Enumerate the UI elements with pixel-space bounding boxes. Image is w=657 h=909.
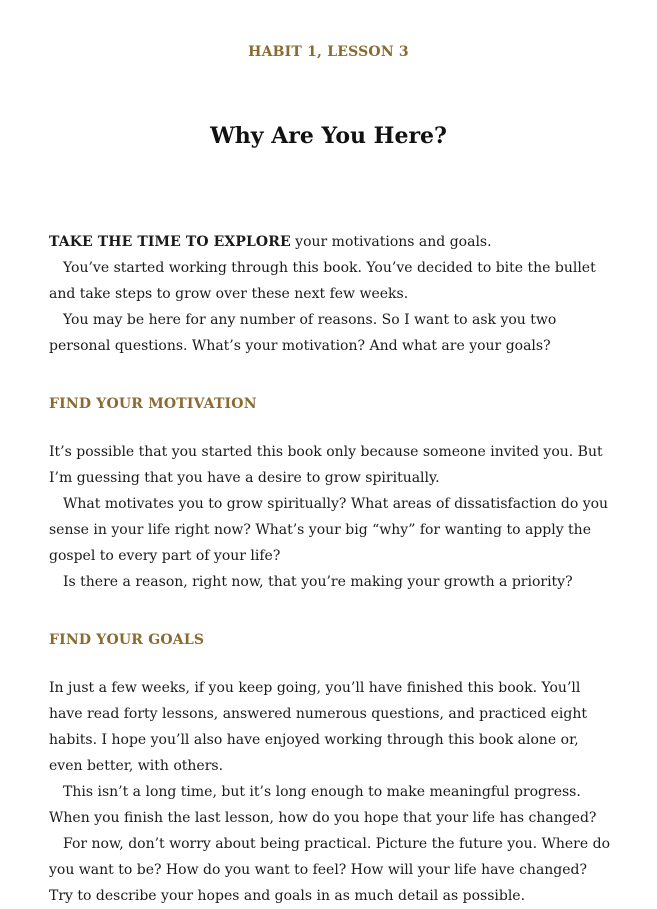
- body-paragraph: You may be here for any number of reasons. So I want to ask you two personal questions. What’s your motivation? And what are your goals?: [49, 312, 557, 354]
- lesson-kicker: HABIT 1, LESSON 3: [248, 44, 409, 60]
- page-title: Why Are You Here?: [210, 123, 447, 149]
- section-heading-goals: FIND YOUR GOALS: [49, 632, 205, 648]
- body-paragraph: This isn’t a long time, but it’s long enough to make meaningful progress. When you finish the last lesson, how do you hope that your life has changed?: [49, 784, 597, 826]
- body-paragraph: In just a few weeks, if you keep going, you’ll have finished this book. You’ll have read forty lessons, answered numerous questions, and practiced eight habits. I hope you’ll also have enjoyed working through this book alone or, even better, with others.: [49, 680, 587, 774]
- intro-paragraph: [49, 229, 615, 255]
- lesson-body: [49, 229, 615, 909]
- body-paragraph: It’s possible that you started this book only because someone invited you. But I’m guessing that you have a desire to grow spiritually.: [49, 444, 603, 486]
- lead-in-text: TAKE THE TIME TO EXPLORE: [49, 234, 291, 250]
- body-paragraph: Is there a reason, right now, that you’re making your growth a priority?: [63, 574, 573, 590]
- body-paragraph: For now, don’t worry about being practical. Picture the future you. Where do you want to be? How do you want to feel? How will your life have changed? Try to describe your hopes and goals in as much detail as possible.: [49, 836, 610, 904]
- body-paragraph: You’ve started working through this book. You’ve decided to bite the bullet and take steps to grow over these next few weeks.: [49, 260, 596, 302]
- body-paragraph: What motivates you to grow spiritually? What areas of dissatisfaction do you sense in your life right now? What’s your big “why” for wanting to apply the gospel to every part of your life?: [49, 496, 609, 564]
- lead-in-rest: your motivations and goals.: [290, 234, 492, 250]
- section-heading-motivation: FIND YOUR MOTIVATION: [49, 396, 257, 412]
